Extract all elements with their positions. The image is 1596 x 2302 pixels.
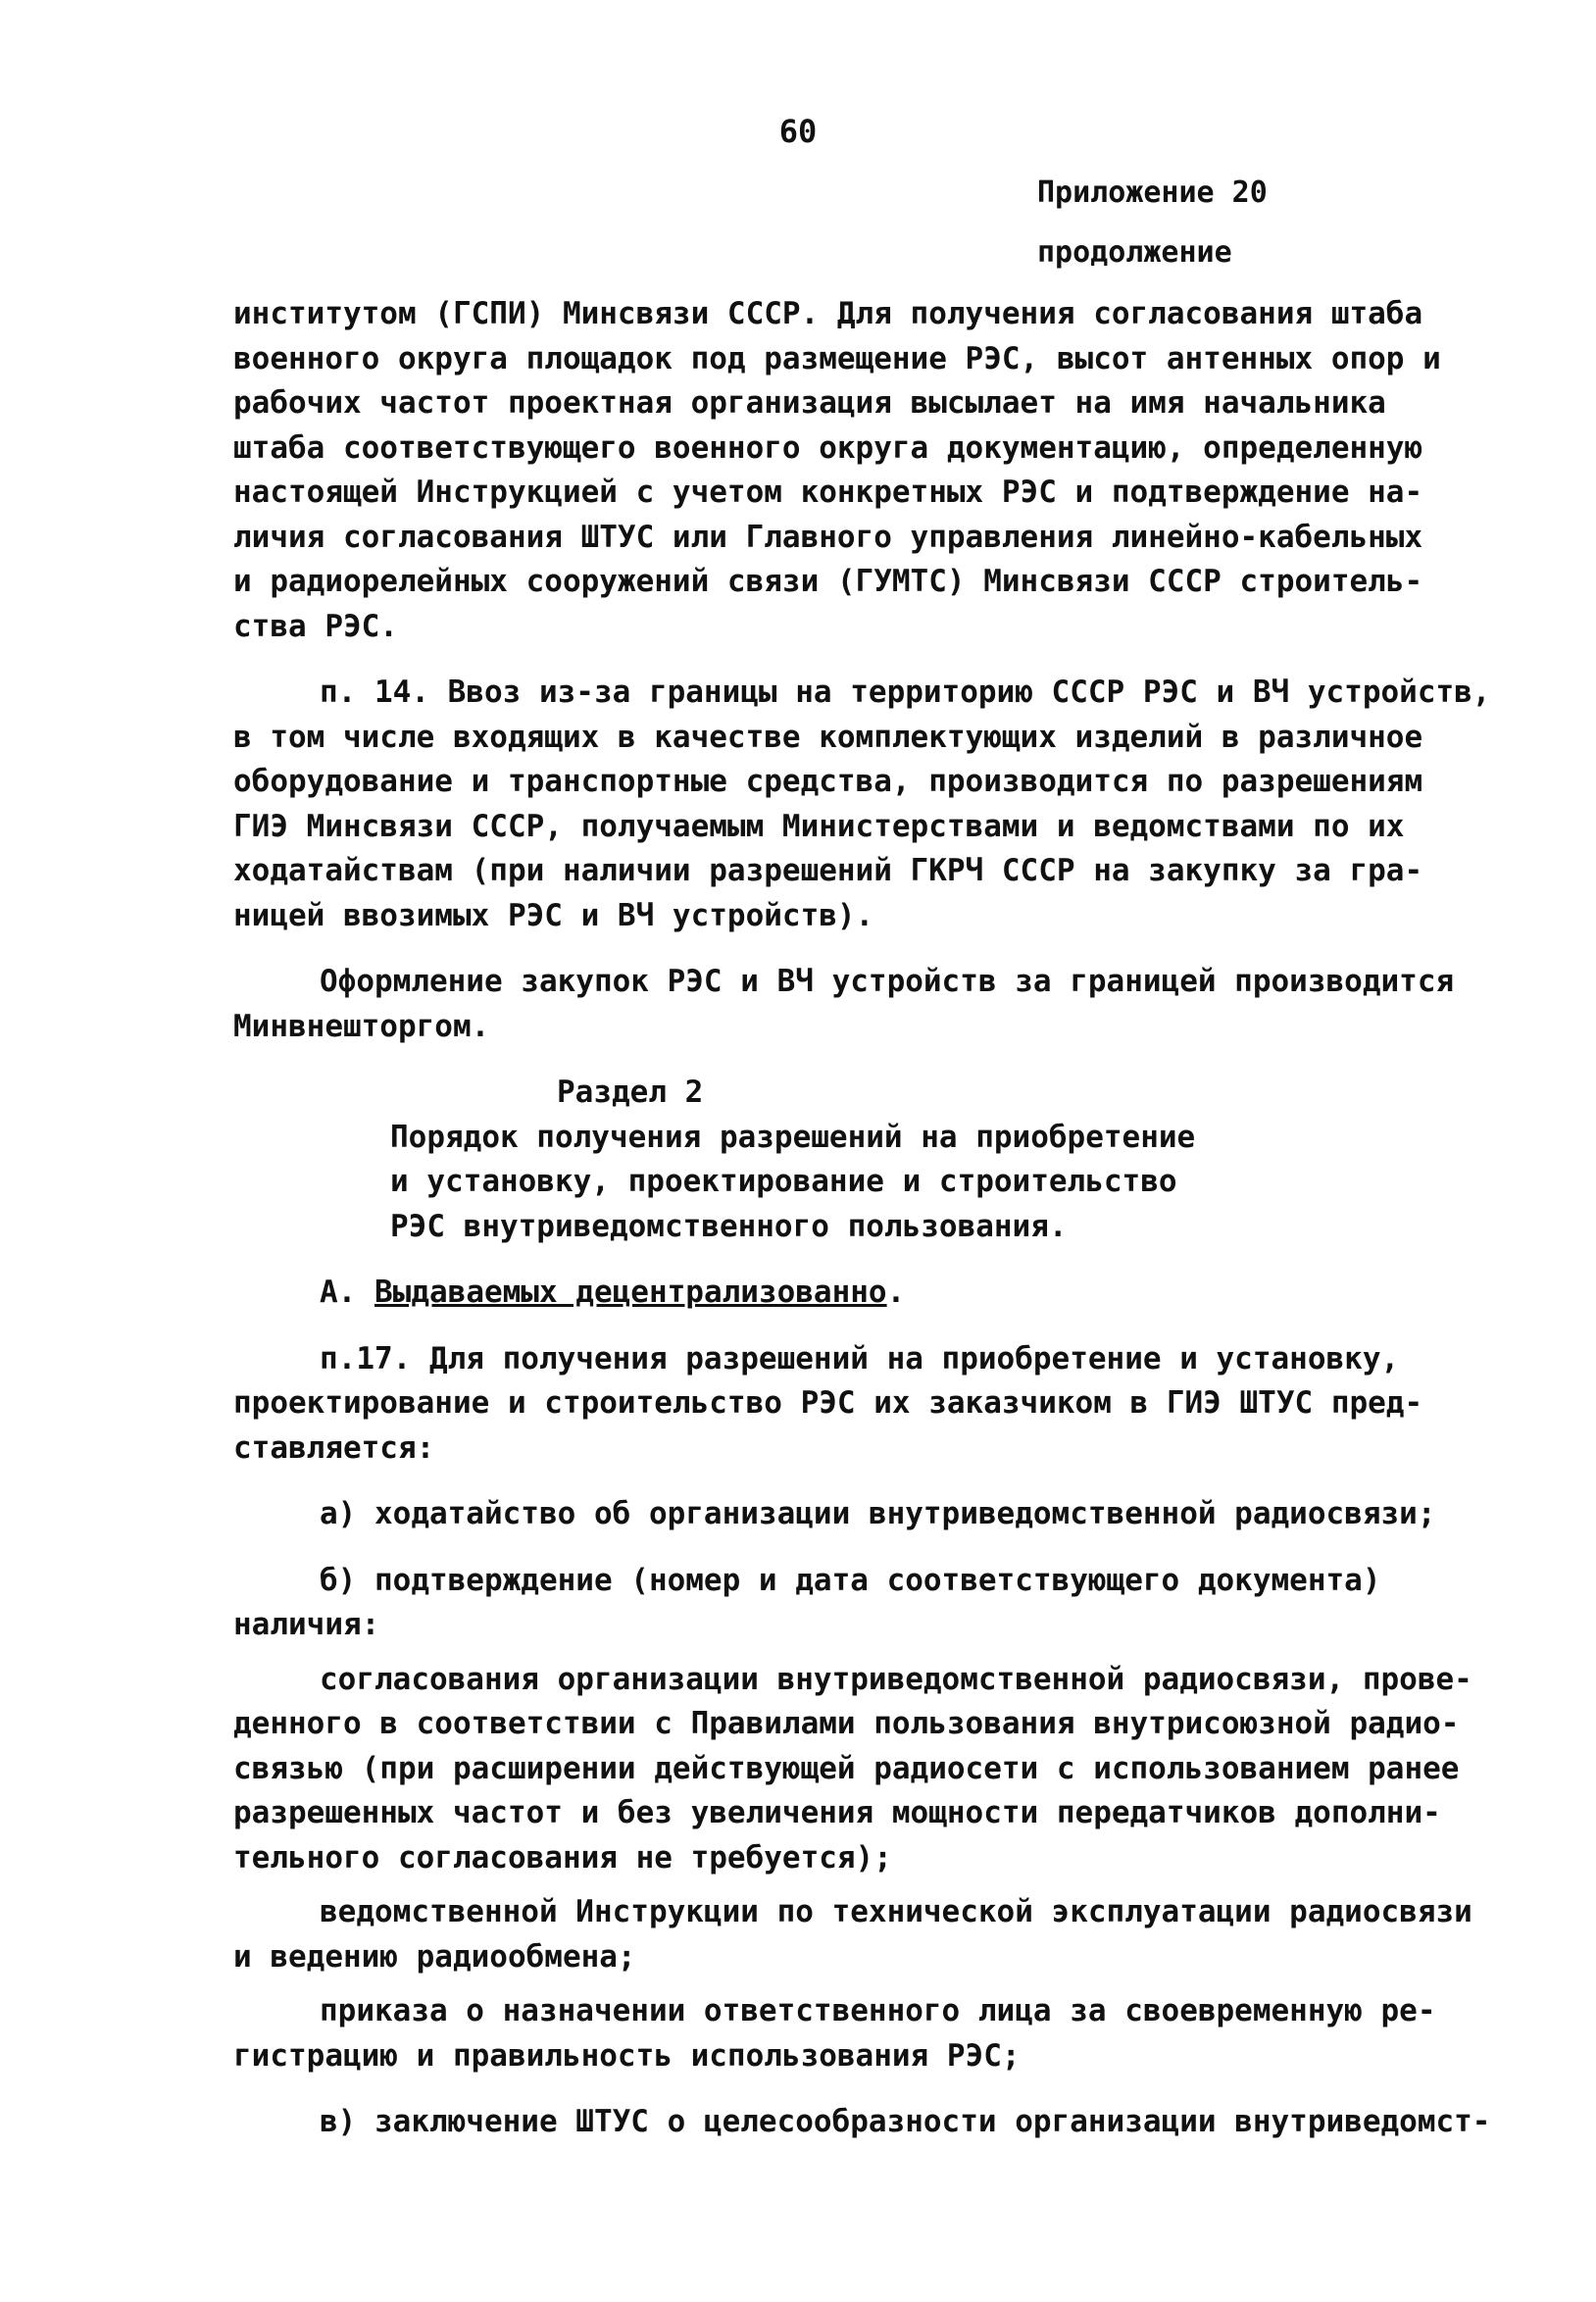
text-line: проектирование и строительство РЭС их заказчиком в ГИЭ ШТУС пред- [233, 1385, 1423, 1421]
text-line: тельного согласования не требуется); [233, 1839, 892, 1876]
text-line: штаба соответствующего военного округа документацию, определенную [233, 429, 1423, 466]
text-line: наличия: [233, 1607, 380, 1642]
text-line: согласования организации внутриведомственной радиосвязи, прове- [320, 1661, 1472, 1697]
subsection-end: . [886, 1275, 906, 1310]
appendix-label: Приложение 20 [1037, 175, 1268, 210]
paragraph-1 [233, 292, 1467, 649]
text-line: и радиорелейных сооружений связи (ГУМТС) Минсвязи СССР строитель- [233, 564, 1423, 599]
section-title-line: Порядок получения разрешений на приобретение [390, 1119, 1196, 1155]
text-line: ницей ввозимых РЭС и ВЧ устройств). [233, 897, 874, 933]
text-line: ставляется: [233, 1429, 435, 1466]
text-line: денного в соответствии с Правилами пользования внутрисоюзной радио- [233, 1706, 1460, 1741]
subsection-heading [233, 1271, 1467, 1316]
text-line: институтом (ГСПИ) Минсвязи СССР. Для получения согласования штаба [233, 296, 1423, 331]
list-item-b [233, 1559, 1467, 1648]
continuation-label: продолжение [1037, 235, 1232, 270]
text-line: связью (при расширении действующей радиосети с использованием ранее [233, 1750, 1460, 1786]
sub-item-3 [233, 1989, 1467, 2078]
text-line: Оформление закупок РЭС и ВЧ устройств за границей производится [320, 964, 1455, 999]
text-line: п. 14. Ввоз из-за границы на территорию СССР РЭС и ВЧ устройств, [320, 675, 1491, 710]
text-line: б) подтверждение (номер и дата соответствующего документа) [320, 1562, 1381, 1598]
text-line: п.17. Для получения разрешений на приобретение и установку, [320, 1340, 1400, 1376]
paragraph-clause-14 [233, 671, 1491, 938]
text-line: ходатайствам (при наличии разрешений ГКРЧ СССР на закупку за гра- [233, 853, 1423, 888]
list-item-a: а) ходатайство об организации внутриведомственной радиосвязи; [320, 1496, 1436, 1531]
text-line: Минвнешторгом. [233, 1008, 490, 1044]
text-line: и ведению радиообмена; [233, 1938, 636, 1975]
document-body [233, 292, 1491, 2145]
subsection-letter: А. [320, 1275, 357, 1310]
text-line: личия согласования ШТУС или Главного управления линейно-кабельных [233, 519, 1423, 555]
text-line: в том числе входящих в качестве комплектующих изделий в различное [233, 719, 1423, 755]
text-line: разрешенных частот и без увеличения мощности передатчиков дополни- [233, 1795, 1441, 1830]
section-title-line: РЭС внутриведомственного пользования. [390, 1208, 1068, 1244]
paragraph-clause-17 [233, 1337, 1467, 1472]
sub-item-2 [233, 1890, 1472, 1979]
section-heading [233, 1071, 1467, 1249]
text-line: военного округа площадок под размещение РЭС, высот антенных опор и [233, 340, 1441, 376]
text-line: ства РЭС. [233, 608, 398, 644]
text-line: ГИЭ Минсвязи СССР, получаемым Министерствами и ведомствами по их [233, 808, 1405, 844]
text-line: рабочих частот проектная организация высылает на имя начальника [233, 385, 1386, 421]
subsection-title: Выдаваемых децентрализованно [374, 1275, 887, 1310]
section-label: Раздел 2 [557, 1075, 704, 1110]
text-line: гистрацию и правильность использования РЭС; [233, 2037, 1021, 2074]
text-line: настоящей Инструкцией с учетом конкретных РЭС и подтверждение на- [233, 475, 1423, 510]
text-line: приказа о назначении ответственного лица за своевременную ре- [320, 1993, 1436, 2028]
paragraph-3 [233, 960, 1467, 1049]
text-line: ведомственной Инструкции по технической эксплуатации радиосвязи [320, 1894, 1472, 1929]
list-item-c: в) заключение ШТУС о целесообразности организации внутриведомст- [320, 2104, 1491, 2139]
section-title-line: и установку, проектирование и строительство [390, 1164, 1177, 1199]
text-line: оборудование и транспортные средства, производится по разрешениям [233, 764, 1423, 799]
page-number: 60 [778, 113, 818, 150]
sub-item-1 [233, 1658, 1472, 1881]
